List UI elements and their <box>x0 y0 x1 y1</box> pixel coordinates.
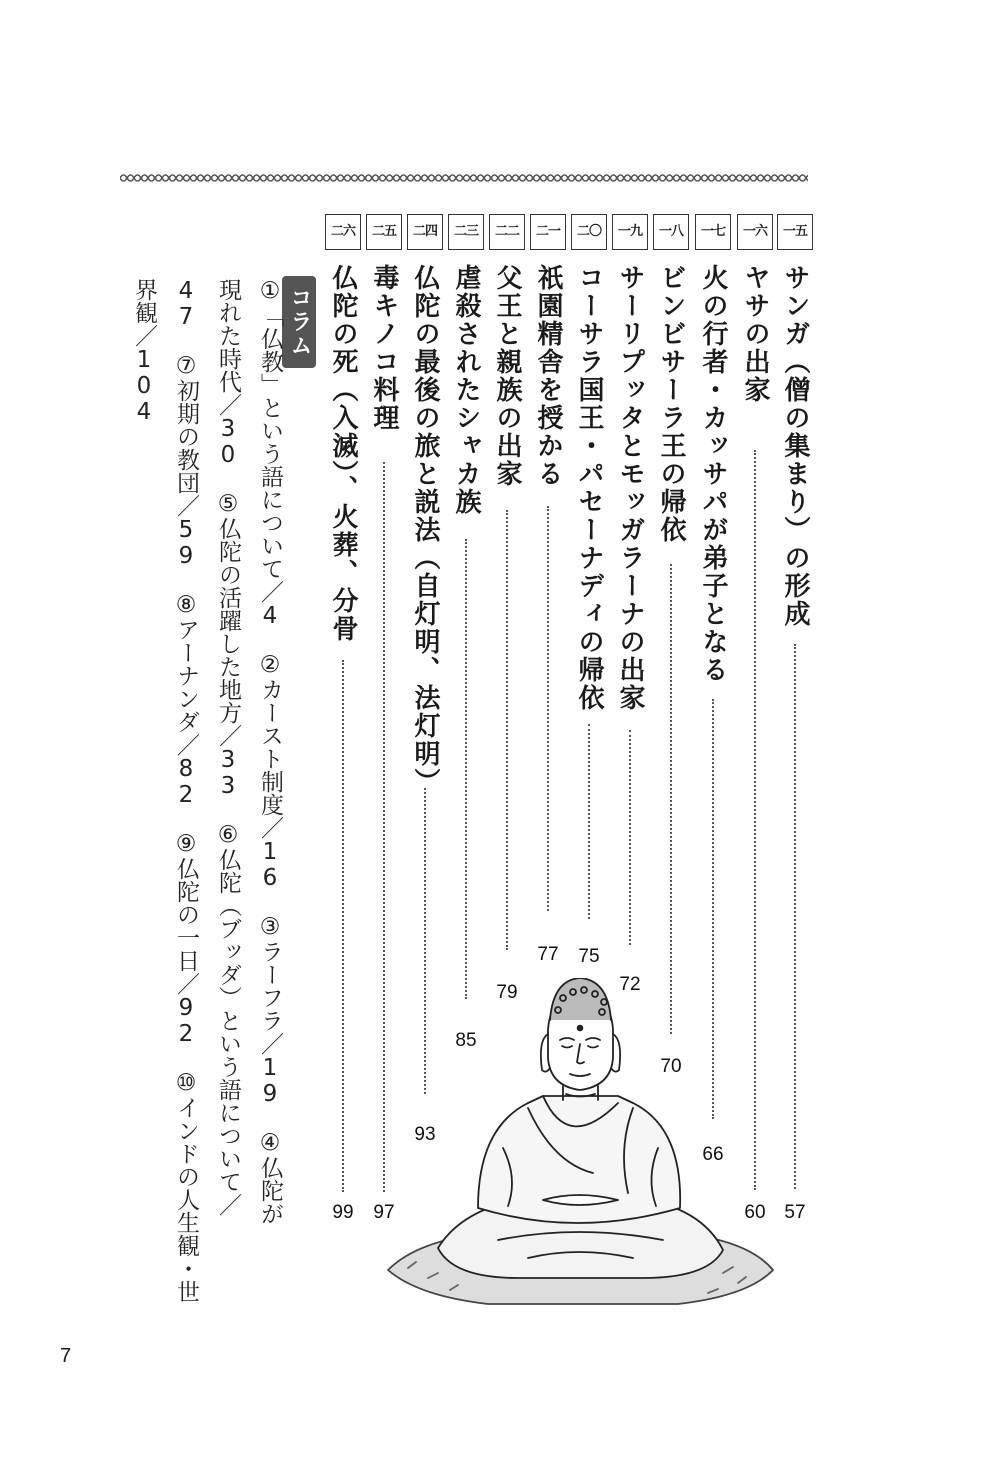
chapter-title: 虐殺されたシャカ族 <box>451 264 481 516</box>
column-list-line: 47 ⑦初期の教団／59 ⑧アーナンダ／82 ⑨仏陀の一日／92 ⑩インドの人生観・世 <box>173 278 199 1303</box>
page-number: 57 <box>784 1202 806 1223</box>
chapter-number: 二一 <box>530 214 566 250</box>
decorative-border <box>120 170 808 186</box>
chapter-number: 一六 <box>737 214 773 250</box>
chapter-title: 仏陀の最後の旅と説法（自灯明、法灯明） <box>410 264 440 796</box>
column-list-line: 現れた時代／30 ⑤仏陀の活躍した地方／33 ⑥仏陀（ブッダ）という語について／ <box>215 278 241 1216</box>
chapter-title: 父王と親族の出家 <box>492 264 522 488</box>
buddha-illustration <box>378 978 780 1318</box>
column-section-label: コラム <box>282 276 316 368</box>
leader-dots <box>629 730 631 945</box>
chapter-number: 二二 <box>489 214 525 250</box>
chapter-title: 毒キノコ料理 <box>369 264 399 432</box>
chapter-number: 一七 <box>695 214 731 250</box>
leader-dots <box>506 510 508 950</box>
chapter-number: 二六 <box>325 214 361 250</box>
page-number: 72 <box>619 974 641 995</box>
chapter-number: 一八 <box>653 214 689 250</box>
leader-dots <box>794 644 796 1189</box>
chapter-title: サーリプッタとモッガラーナの出家 <box>615 264 645 712</box>
leader-dots <box>588 724 590 919</box>
page-number: 99 <box>332 1202 354 1223</box>
chapter-title: 仏陀の死（入滅）、火葬、分骨 <box>328 264 358 643</box>
page-number: 66 <box>702 1144 724 1165</box>
page-folio: 7 <box>60 1345 72 1367</box>
page-number: 97 <box>373 1202 395 1223</box>
chapter-title: 火の行者・カッサパが弟子となる <box>698 264 728 684</box>
chapter-title: ビンビサーラ王の帰依 <box>656 264 686 544</box>
chapter-title: コーサラ国王・パセーナディの帰依 <box>574 264 604 712</box>
toc-entry <box>775 214 815 1234</box>
chapter-number: 二〇 <box>571 214 607 250</box>
page-number: 77 <box>537 944 559 965</box>
chapter-number: 二五 <box>366 214 402 250</box>
chapter-title: ヤサの出家 <box>740 264 770 404</box>
page-number: 93 <box>414 1124 436 1145</box>
page-number: 85 <box>455 1030 477 1051</box>
chapter-number: 一九 <box>612 214 648 250</box>
column-list-line: 界観／104 <box>131 278 157 425</box>
page-number: 79 <box>496 982 518 1003</box>
page-number: 70 <box>660 1056 682 1077</box>
leader-dots <box>547 506 549 911</box>
leader-dots <box>342 660 344 1192</box>
chapter-title: サンガ（僧の集まり）の形成 <box>780 264 810 628</box>
chapter-number: 二四 <box>407 214 443 250</box>
page-number: 75 <box>578 946 600 967</box>
page-number: 60 <box>744 1202 766 1223</box>
toc-entry <box>323 214 363 1234</box>
chapter-title: 祇園精舎を授かる <box>533 264 563 488</box>
chapter-number: 一五 <box>777 214 813 250</box>
chapter-number: 二三 <box>448 214 484 250</box>
leader-dots <box>465 539 467 999</box>
column-list-line: ①「仏教」という語について／4 ②カースト制度／16 ③ラーフラ／19 ④仏陀が <box>257 278 283 1225</box>
leader-dots <box>670 564 672 1034</box>
